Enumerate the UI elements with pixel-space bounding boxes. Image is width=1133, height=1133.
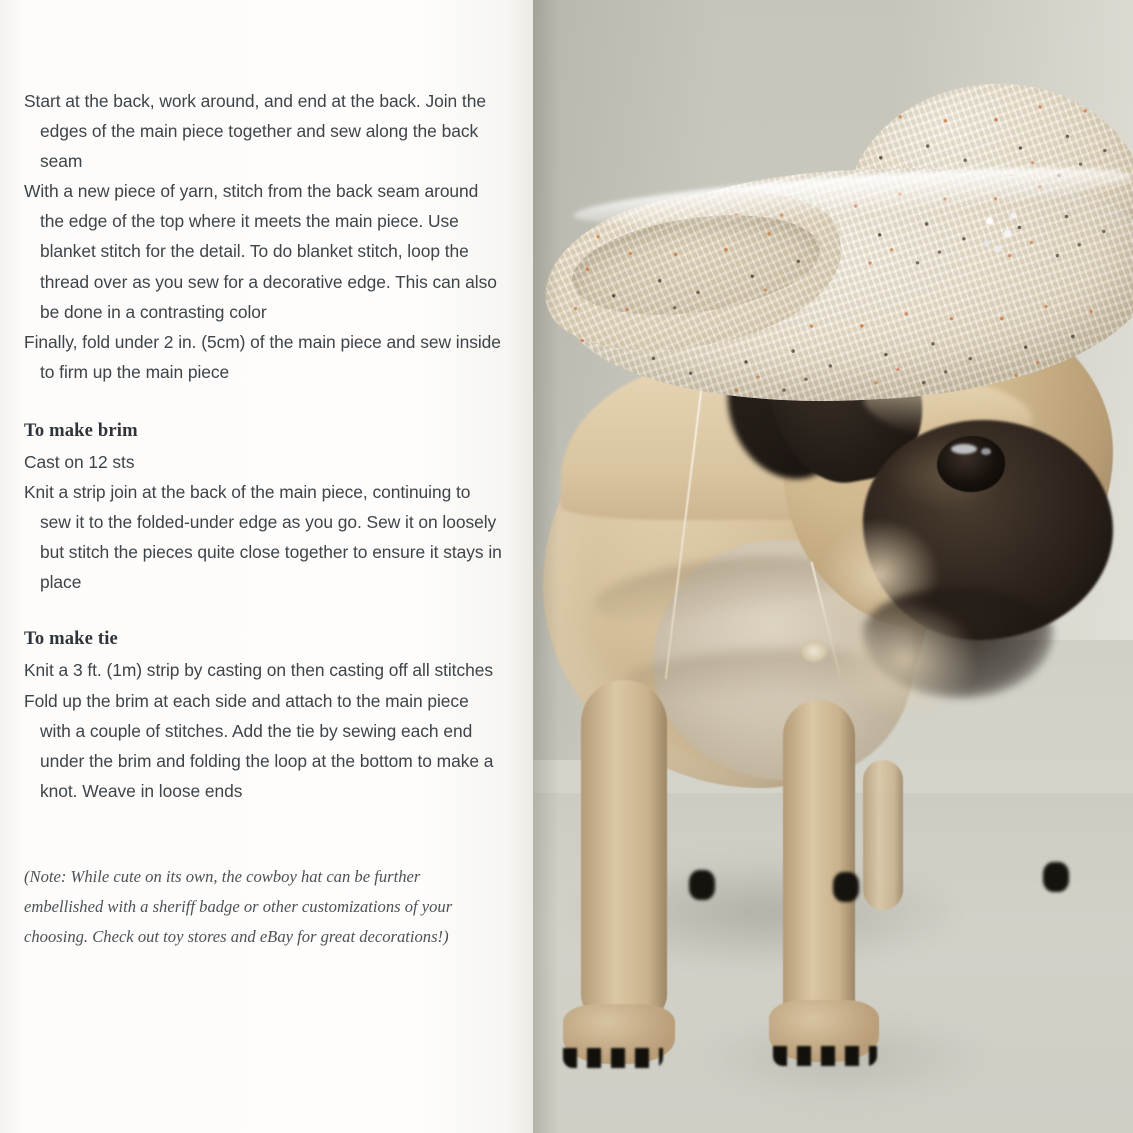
heading-to-make-brim: To make brim [24,419,138,441]
dog-nails-left [773,1046,877,1066]
dog-eye-glint-small [981,448,991,455]
section-spacer [24,387,502,416]
instruction-paragraph-1: Start at the back, work around, and end at the back. Join the edges of the main piece together and sew along the back seam [24,91,486,172]
dog-neck-fur [829,600,979,720]
tie-instruction-paragraph-1: Knit a 3 ft. (1m) strip by casting on then casting off all stitches [24,660,494,681]
dog-rear-nail-3 [1043,862,1069,892]
dog-nails-right [563,1048,663,1068]
dog-rear-nail-2 [833,872,859,902]
note-paragraph: (Note: While cute on its own, the cowboy hat can be further embellished with a sheriff badge or other customizations of your choosing. Check out toy stores and eBay for great decorations!) [24,866,453,946]
hat-bead-decoration [973,200,1029,270]
pug-cowboy-hat-photo [533,0,1133,1133]
heading-to-make-tie: To make tie [24,628,118,650]
tie-instruction-paragraph-2: Fold up the brim at each side and attach to the main piece with a couple of stitches. Add the tie by sewing each end under the brim and folding the loop at the bottom to make a knot. Weave in loose ends [24,690,494,801]
section-spacer-2 [24,597,502,624]
dog-rear-nail-1 [689,870,715,900]
instruction-paragraph-2: With a new piece of yarn, stitch from the back seam around the edge of the top where it meets the main piece. Use blanket stitch for the detail. To do blanket stitch, loop the thread over as you sew for a decorative edge. This can also be done in a contrasting color [24,181,497,322]
hat-tie-knot [801,640,827,662]
instructions-column [0,0,533,1133]
brim-instruction-paragraph: Knit a strip join at the back of the main piece, continuing to sew it to the folded-under edge as you go. Sew it on loosely but stitch the pieces quite close together to ensure it stays in place [24,482,502,593]
instructions-body [24,86,502,952]
dog-front-leg-left [783,700,855,1030]
dog-back-leg [863,760,903,910]
dog-eye-glint [951,444,977,454]
brim-cast-on-line: Cast on 12 sts [24,451,135,472]
note-spacer [24,806,502,862]
dog-front-leg-right [581,680,667,1020]
instruction-paragraph-3: Finally, fold under 2 in. (5cm) of the main piece and sew inside to firm up the main piece [24,331,501,382]
